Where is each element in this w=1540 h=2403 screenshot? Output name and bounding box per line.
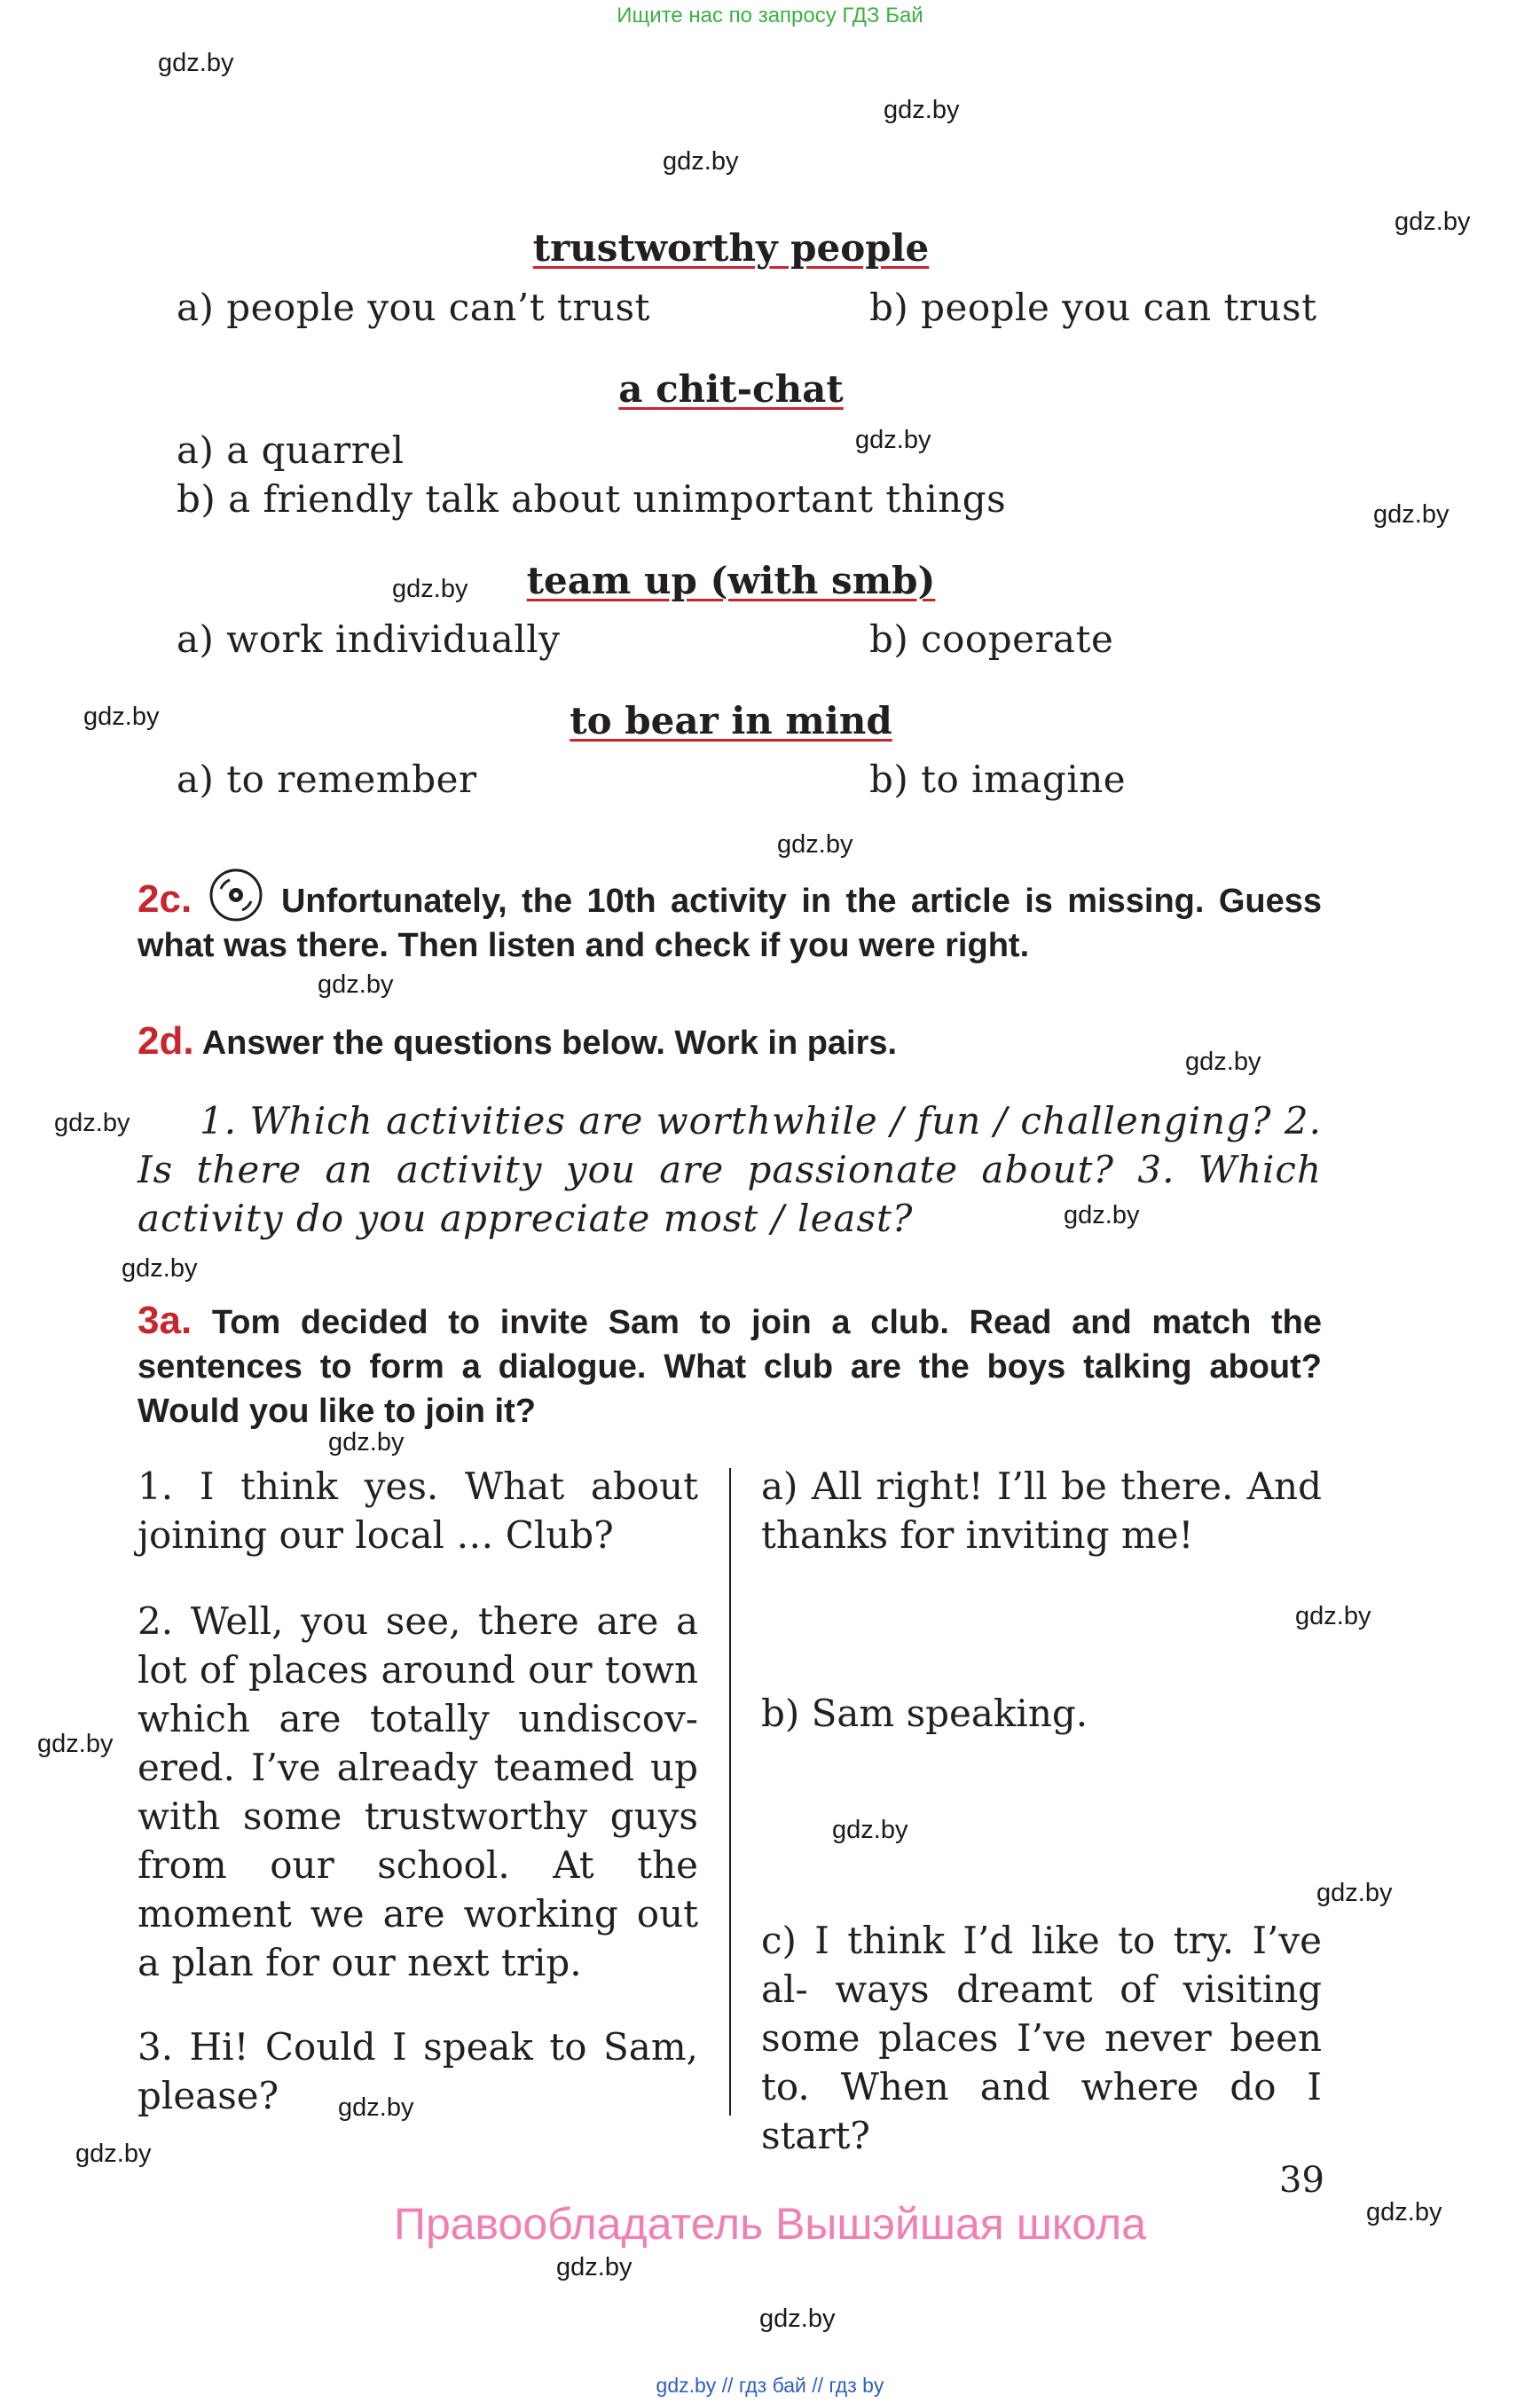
watermark: gdz.by xyxy=(122,1254,198,1283)
dialogue-reply-c: c) I think I’d like to try. I’ve al- ways dreamt of visiting some places I’ve never been to. When and where do I start? xyxy=(761,1919,1322,2157)
task-number: 2d. xyxy=(138,1019,194,1063)
watermark: gdz.by xyxy=(663,147,739,176)
watermark: gdz.by xyxy=(392,575,468,603)
watermark: gdz.by xyxy=(158,49,234,77)
watermark: gdz.by xyxy=(83,703,160,731)
watermark: gdz.by xyxy=(1185,1048,1261,1076)
watermark: gdz.by xyxy=(1395,208,1471,236)
vocab-option-a: a) work individually xyxy=(177,617,561,661)
watermark: gdz.by xyxy=(1373,500,1450,529)
task-2d xyxy=(138,1019,1322,1065)
watermark: gdz.by xyxy=(884,96,960,124)
vocab-option-a: a) a quarrel xyxy=(177,428,405,472)
watermark: gdz.by xyxy=(556,2253,632,2281)
watermark: gdz.by xyxy=(832,1816,908,1844)
discussion-questions: 1. Which activities are worthwhile / fun / challenging? 2. Is there an activity you are passionate about? 3. Which activity do you appreciate most / least? xyxy=(138,1099,1322,1240)
top-banner[interactable]: Ищите нас по запросу ГДЗ Бай xyxy=(617,4,923,27)
watermark: gdz.by xyxy=(75,2140,152,2168)
dialogue-reply-b: b) Sam speaking. xyxy=(761,1692,1088,1735)
vocab-option-a: a) to remember xyxy=(177,758,477,801)
watermark: gdz.by xyxy=(54,1109,130,1137)
dialogue-line-3: 3. Hi! Could I speak to Sam, please? xyxy=(138,2025,698,2117)
vocab-option-b: b) a friendly talk about unimportant things xyxy=(177,477,1007,521)
page-number: 39 xyxy=(1279,2160,1324,2201)
task-3a xyxy=(138,1299,1322,1433)
vocab-option-b: b) people you can trust xyxy=(869,286,1317,329)
vocab-term: a chit-chat xyxy=(618,367,844,411)
bottom-links[interactable]: gdz.by // гдз бай // гдз by xyxy=(656,2374,884,2397)
vocab-term: team up (with smb) xyxy=(526,559,936,602)
watermark: gdz.by xyxy=(1064,1201,1140,1229)
vocab-option-a: a) people you can’t trust xyxy=(177,286,650,329)
dialogue-line-1: 1. I think yes. What about joining our local … Club? xyxy=(138,1465,698,1557)
watermark: gdz.by xyxy=(855,426,931,454)
vocab-term: trustworthy people xyxy=(532,226,930,270)
task-2c xyxy=(138,868,1322,968)
watermark: gdz.by xyxy=(1366,2198,1442,2226)
task-number: 2c. xyxy=(138,877,192,921)
watermark: gdz.by xyxy=(338,2093,414,2122)
cd-icon xyxy=(208,868,263,923)
vocab-option-b: b) cooperate xyxy=(869,617,1114,661)
watermark: gdz.by xyxy=(777,830,853,859)
watermark: gdz.by xyxy=(759,2305,836,2333)
vocab-term: to bear in mind xyxy=(570,699,892,742)
dialogue-line-2: 2. Well, you see, there are a lot of places around our town which are totally undiscov- ered. I’ve already teamed up with some trustworthy guys from our school. At the moment we are working out a plan for our next trip. xyxy=(138,1599,698,1984)
column-divider xyxy=(729,1468,731,2116)
watermark: gdz.by xyxy=(37,1730,114,1758)
watermark: gdz.by xyxy=(328,1428,405,1457)
watermark: gdz.by xyxy=(1295,1602,1371,1630)
copyright-notice: Правообладатель Вышэйшая школа xyxy=(394,2199,1146,2249)
task-instruction: Unfortunately, the 10th activity in the article is missing. Guess what was there. Then listen and check if you were right. xyxy=(138,883,1322,964)
task-number: 3a. xyxy=(138,1299,192,1342)
vocab-option-b: b) to imagine xyxy=(869,758,1127,801)
task-instruction: Tom decided to invite Sam to join a club. Read and match the sentences to form a dialogue. What club are the boys talking about? Would you like to join it? xyxy=(138,1304,1322,1430)
watermark: gdz.by xyxy=(1316,1879,1393,1907)
task-instruction: Answer the questions below. Work in pairs. xyxy=(201,1025,898,1062)
watermark: gdz.by xyxy=(318,970,394,999)
dialogue-reply-a: a) All right! I’ll be there. And thanks for inviting me! xyxy=(761,1465,1322,1557)
